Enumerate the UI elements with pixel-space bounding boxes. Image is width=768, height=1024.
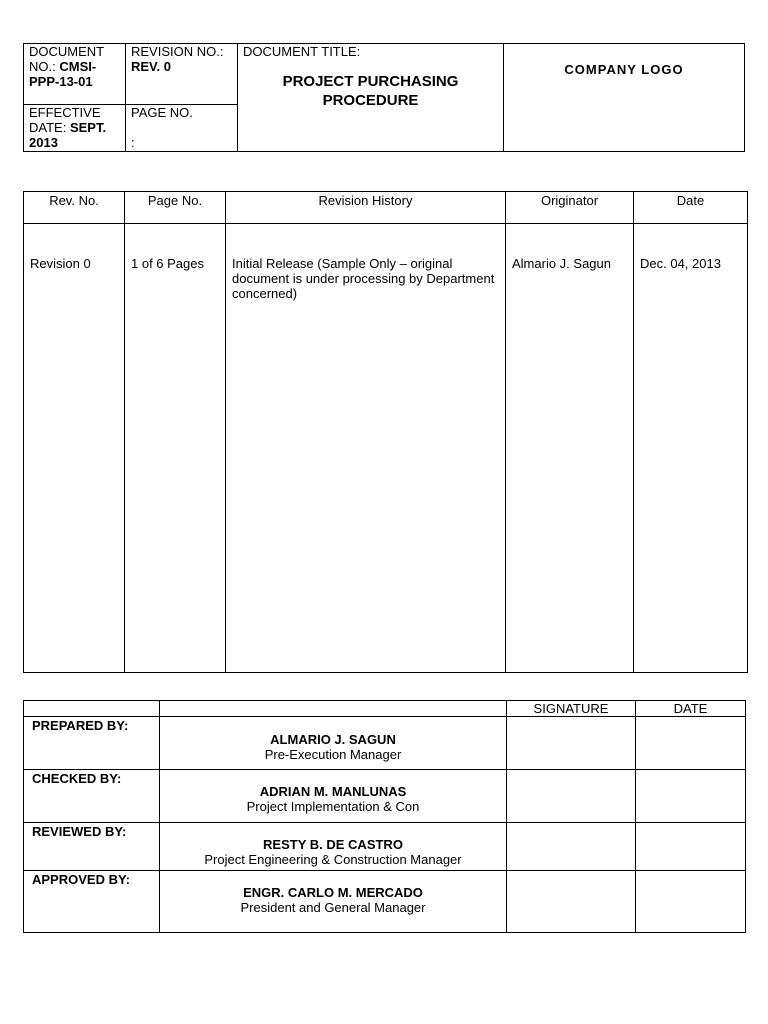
person-position: President and General Manager	[240, 900, 426, 915]
role-cell	[24, 823, 160, 871]
person-name: ADRIAN M. MANLUNAS	[259, 784, 407, 799]
column-header-page-no: Page No.	[125, 192, 226, 224]
document-number-label: DOCUMENT NO.:	[29, 44, 104, 74]
role-cell	[24, 770, 160, 823]
person-position: Project Engineering & Construction Manager	[204, 852, 462, 867]
document-title-line2: PROCEDURE	[322, 92, 419, 109]
table-row	[24, 871, 746, 933]
effective-date-label: EFFECTIVE DATE:	[29, 105, 101, 135]
document-title-cell	[238, 44, 504, 152]
revision-number-label: REVISION NO.:	[131, 44, 224, 59]
effective-date-value: SEPT. 2013	[29, 120, 107, 150]
revision-number-cell	[126, 44, 238, 105]
role-label: PREPARED BY:	[32, 718, 129, 733]
date-cell: Dec. 04, 2013	[634, 224, 748, 673]
role-label: REVIEWED BY:	[32, 824, 127, 839]
signature-date-cell[interactable]	[636, 871, 746, 933]
signature-cell[interactable]	[507, 823, 636, 871]
document-title	[243, 72, 498, 110]
role-label: CHECKED BY:	[32, 771, 122, 786]
role-cell	[24, 717, 160, 770]
signature-header-blank-2	[160, 701, 507, 717]
person-cell	[160, 717, 507, 770]
page-number-label: PAGE NO.	[131, 105, 193, 120]
person-cell	[160, 770, 507, 823]
role-label: APPROVED BY:	[32, 872, 130, 887]
page-number-cell	[126, 105, 238, 152]
document-number-value: CMSI-PPP-13-01	[29, 59, 97, 89]
document-title-label: DOCUMENT TITLE:	[243, 44, 361, 59]
person-cell	[160, 823, 507, 871]
signature-header-blank-1	[24, 701, 160, 717]
originator-cell: Almario J. Sagun	[506, 224, 634, 673]
person-name: ALMARIO J. SAGUN	[270, 732, 396, 747]
column-header-originator: Originator	[506, 192, 634, 224]
signature-date-cell[interactable]	[636, 823, 746, 871]
revision-number-value: REV. 0	[131, 59, 171, 74]
rev-no-cell: Revision 0	[24, 224, 125, 673]
signature-cell[interactable]	[507, 871, 636, 933]
table-row	[24, 224, 748, 673]
signature-date-column-header: DATE	[636, 701, 746, 717]
company-logo-cell	[504, 44, 745, 152]
person-name: ENGR. CARLO M. MERCADO	[243, 885, 423, 900]
column-header-rev-no: Rev. No.	[24, 192, 125, 224]
document-header-table	[23, 43, 745, 152]
signature-column-header: SIGNATURE	[507, 701, 636, 717]
effective-date-cell	[24, 105, 126, 152]
table-row	[24, 770, 746, 823]
person-position: Pre-Execution Manager	[264, 747, 402, 762]
signature-cell[interactable]	[507, 717, 636, 770]
revision-history-table	[23, 191, 748, 673]
column-header-date: Date	[634, 192, 748, 224]
person-name: RESTY B. DE CASTRO	[263, 837, 403, 852]
person-position: Project Implementation & Con	[246, 799, 420, 814]
page-no-cell: 1 of 6 Pages	[125, 224, 226, 673]
signature-date-cell[interactable]	[636, 770, 746, 823]
table-row	[24, 717, 746, 770]
document-title-line1: PROJECT PURCHASING	[282, 73, 459, 90]
revision-history-cell: Initial Release (Sample Only – original document is under processing by Department concerned)	[226, 224, 506, 673]
signature-cell[interactable]	[507, 770, 636, 823]
table-row	[24, 823, 746, 871]
role-cell	[24, 871, 160, 933]
company-logo-placeholder: COMPANY LOGO	[564, 62, 684, 77]
approval-signature-table	[23, 700, 746, 933]
person-cell	[160, 871, 507, 933]
column-header-revision-history: Revision History	[226, 192, 506, 224]
page-number-value: :	[131, 135, 135, 150]
document-number-cell	[24, 44, 126, 105]
signature-date-cell[interactable]	[636, 717, 746, 770]
